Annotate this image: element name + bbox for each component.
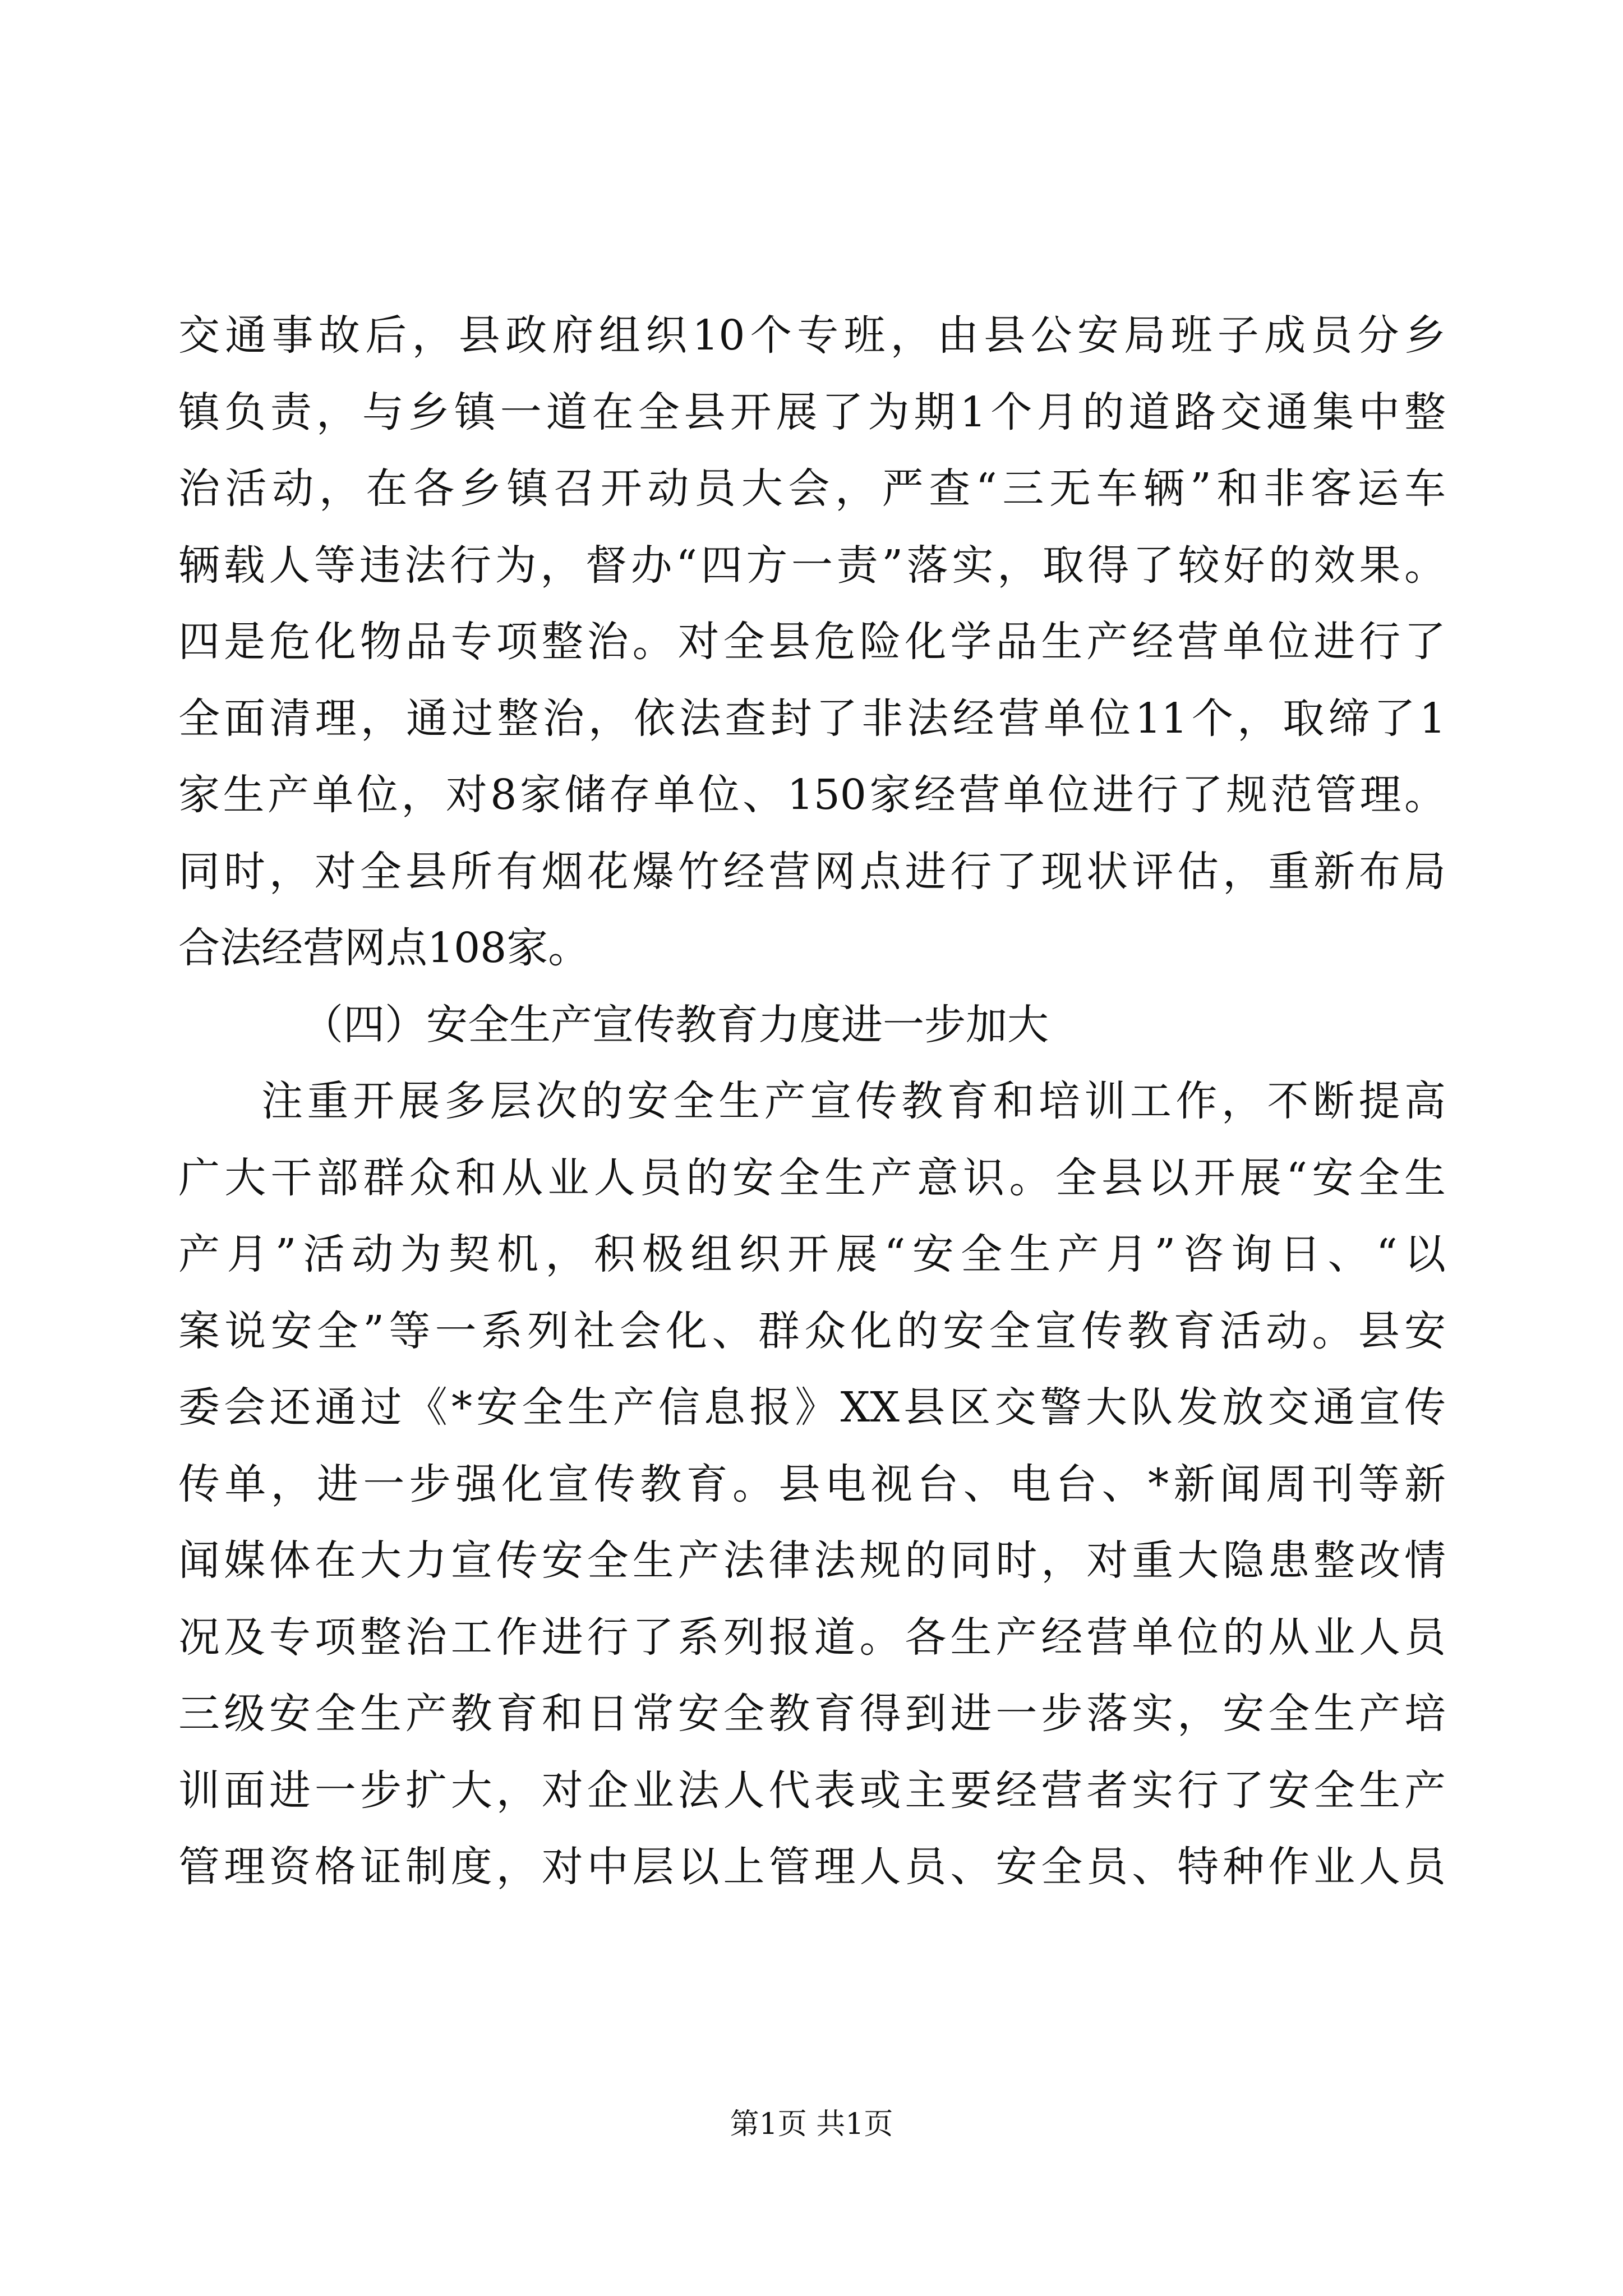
text-line: 治活动，在各乡镇召开动员大会，严查“三无车辆”和非客运车 [178,464,1446,513]
text-line: 全面清理，通过整治，依法查封了非法经营单位11个，取缔了1 [178,694,1446,743]
text-line: 传单，进一步强化宣传教育。县电视台、电台、*新闻周刊等新 [178,1460,1446,1508]
text-line: 交通事故后，县政府组织10个专班，由县公安局班子成员分乡 [178,311,1446,360]
text-line: 家生产单位，对8家储存单位、150家经营单位进行了规范管理。 [178,771,1446,819]
text-line: 产月”活动为契机，积极组织开展“安全生产月”咨询日、“以 [178,1230,1446,1278]
body-text [178,297,1446,1906]
text-line: 三级安全生产教育和日常安全教育得到进一步落实，安全生产培 [178,1690,1446,1738]
section-heading: （四）安全生产宣传教育力度进一步加大 [302,1000,1049,1049]
text-line: 镇负责，与乡镇一道在全县开展了为期1个月的道路交通集中整 [178,388,1446,436]
text-line: 训面进一步扩大，对企业法人代表或主要经营者实行了安全生产 [178,1766,1446,1815]
page-footer [0,2105,1623,2144]
text-line: 委会还通过《*安全生产信息报》XX县区交警大队发放交通宣传 [178,1383,1446,1432]
text-line: 况及专项整治工作进行了系列报道。各生产经营单位的从业人员 [178,1613,1446,1662]
text-line: 辆载人等违法行为，督办“四方一责”落实，取得了较好的效果。 [178,541,1446,590]
text-line: 广大干部群众和从业人员的安全生产意识。全县以开展“安全生 [178,1153,1446,1202]
text-line: 合法经营网点108家。 [178,924,590,972]
text-line: 案说安全”等一系列社会化、群众化的安全宣传教育活动。县安 [178,1306,1446,1355]
paragraph-first-line: 注重开展多层次的安全生产宣传教育和培训工作，不断提高 [261,1077,1446,1125]
text-line: 管理资格证制度，对中层以上管理人员、安全员、特种作业人员 [178,1843,1446,1891]
text-line: 闻媒体在大力宣传安全生产法律法规的同时，对重大隐患整改情 [178,1536,1446,1585]
text-line: 四是危化物品专项整治。对全县危险化学品生产经营单位进行了 [178,618,1446,666]
page-number: 第1页 共1页 [730,2108,893,2141]
text-line: 同时，对全县所有烟花爆竹经营网点进行了现状评估，重新布局 [178,847,1446,896]
